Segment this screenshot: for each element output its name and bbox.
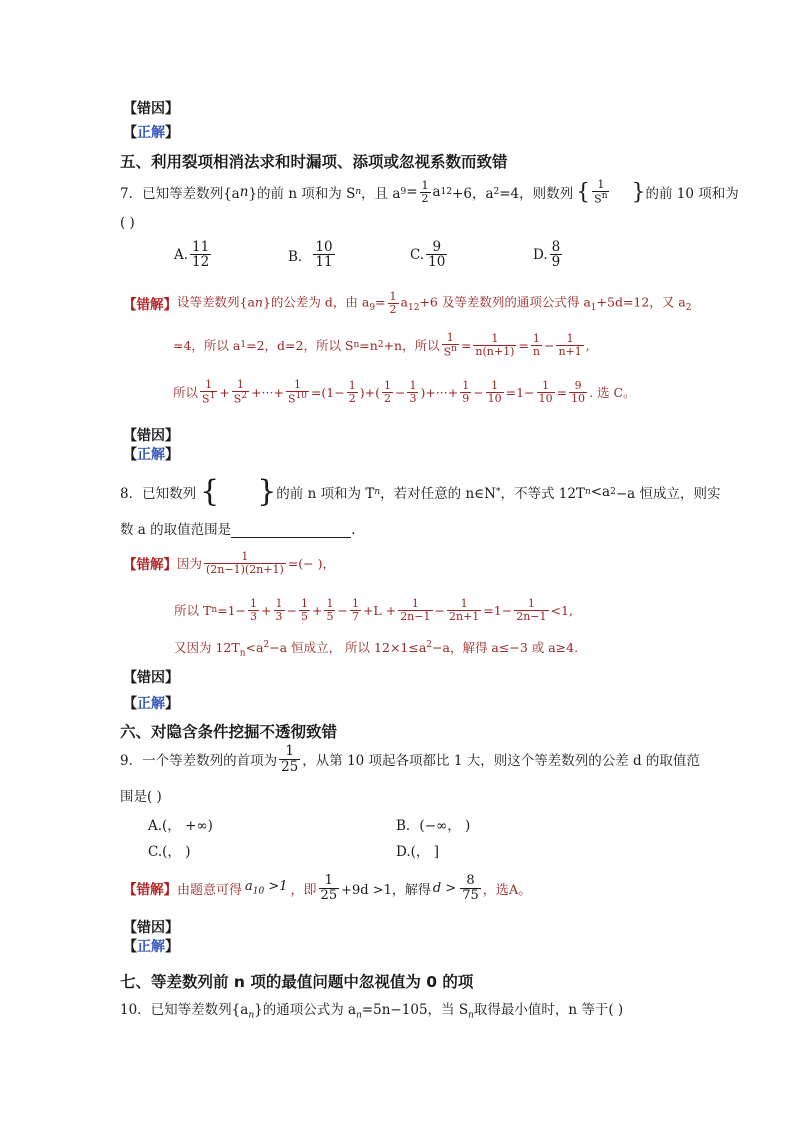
q9-option-d[interactable]: D.(， ] [396,844,439,860]
q9-option-b[interactable]: B．(−∞， ) [396,818,471,834]
q9-correct-solution-label: 【正解】 [123,939,179,955]
q8-correct-solution-label: 【正解】 [123,696,179,712]
q8-error-cause-label: 【错因】 [123,670,179,686]
q9-error-cause-label: 【错因】 [123,920,179,936]
q7-error-cause-label: 【错因】 [123,428,179,444]
q9-wrong-solution: 【错解】 由题意可得 $a_{10} >1$ ，即 $\frac{1}{25}$ +9d >1，解得 d > $\frac{8}{75}$ ，选 A。 [123,872,532,903]
q8-wrong-solution-line2: 所以 T n =1− $\frac{1}{3}$ + $\frac{1}{3}$ − $\frac{1}{5}$ + $\frac{1}{5}$ − $\frac{1}{7}$ +L + $\frac{1}{2n-1}$ − $\frac{1}{2n+1}$ =1− $\frac{1}{2n-1}$ <1, [174,596,573,623]
section-7-heading: 七、等差数列前 n 项的最值问题中忽视值为 0 的项 [120,973,474,991]
q7-wrong-solution-line3: 所以 $\frac{1}{S^1}$ + $\frac{1}{S^2}$ +···+ $\frac{1}{S^{10}}$ =(1− $\frac{1}{2}$ )+( $\frac{1}{2}$ − $\frac{1}{3}$ )+···+ $\frac{1}{9}$ − $\frac{1}{10}$ =1− $\frac{1}{10}$ = $\frac{9}{10}$ . 选 C。 [173,378,636,406]
q7-correct-solution-label: 【正解】 [123,447,179,463]
q7-option-d[interactable]: D. $\frac{8}{9}$ [533,239,561,271]
q7-option-c[interactable]: C. $\frac{9}{10}$ [410,239,446,271]
q9-stem-line2: 围是( ) [120,789,162,805]
section-6-heading: 六、对隐含条件挖掘不透彻致错 [120,723,338,741]
q7-wrong-solution-line1: 【错解】 设等差数列{an}的公差为 d，由 $a_9=$ $\frac{1}{2}$ $a_{12}+6$ 及等差数列的通项公式得 $a_1+5d=12$，又 $a_2$ [123,289,692,316]
q7-stem: 7．已知等差数列{a n }的前 n 项和为 S n ，且 a 9 = $\frac{1}{2}$ a 12 +6，a 2 =4，则数列 { $\frac{1}{S^n}$ } 的前 10 项和为 [120,178,739,206]
q7-wrong-solution-line2: =4，所以 a 1 =2，d=2，所以 S n =n 2 +n，所以 $\frac{1}{S^n}$ = $\frac{1}{n(n+1)}$ = $\frac{1}{n}$ − $\frac{1}{n+1}$ , [173,331,590,359]
q9-option-c[interactable]: C.(， ) [148,844,191,860]
q7-option-a[interactable]: A. $\frac{11}{12}$ [174,239,210,271]
q8-stem-line2: 数 a 的取值范围是 . [120,522,356,538]
q8-answer-blank[interactable] [231,523,351,538]
q7-answer-paren: ( ) [120,215,135,231]
q7-option-b[interactable]: B． $\frac{10}{11}$ [288,239,333,271]
q8-stem: 8．已知数列 { } 的前 n 项和为 T n ，若对任意的 n∈N * ，不等式 12T n <a 2 −a 恒成立，则实 [120,474,721,509]
correct-solution-label: 【正解】 [123,125,179,141]
section-5-heading: 五、利用裂项相消法求和时漏项、添项或忽视系数而致错 [120,153,508,171]
error-cause-label: 【错因】 [123,101,179,117]
q9-option-a[interactable]: A.(， +∞) [148,818,213,834]
q9-stem: 9．一个等差数列的首项为 $\frac{1}{25}$ ，从第 10 项起各项都比 1 大，则这个等差数列的公差 d 的取值范 [120,743,700,775]
q8-wrong-solution-line1: 【错解】 因为 $\frac{1}{(2n-1)(2n+1)}$ =(− )， [123,549,335,576]
q10-stem: 10．已知等差数列$\{a_n\}$的通项公式为 $a_n=5n-105$，当 $S_n$取得最小值时，n 等于( ) [120,1002,624,1021]
q8-wrong-solution-line3: 又因为 $12T_n<a^2-a$ 恒成立， 所以 $12\times 1\le a^2-a$，解得 a≤−3 或 a≥4. [174,639,579,659]
